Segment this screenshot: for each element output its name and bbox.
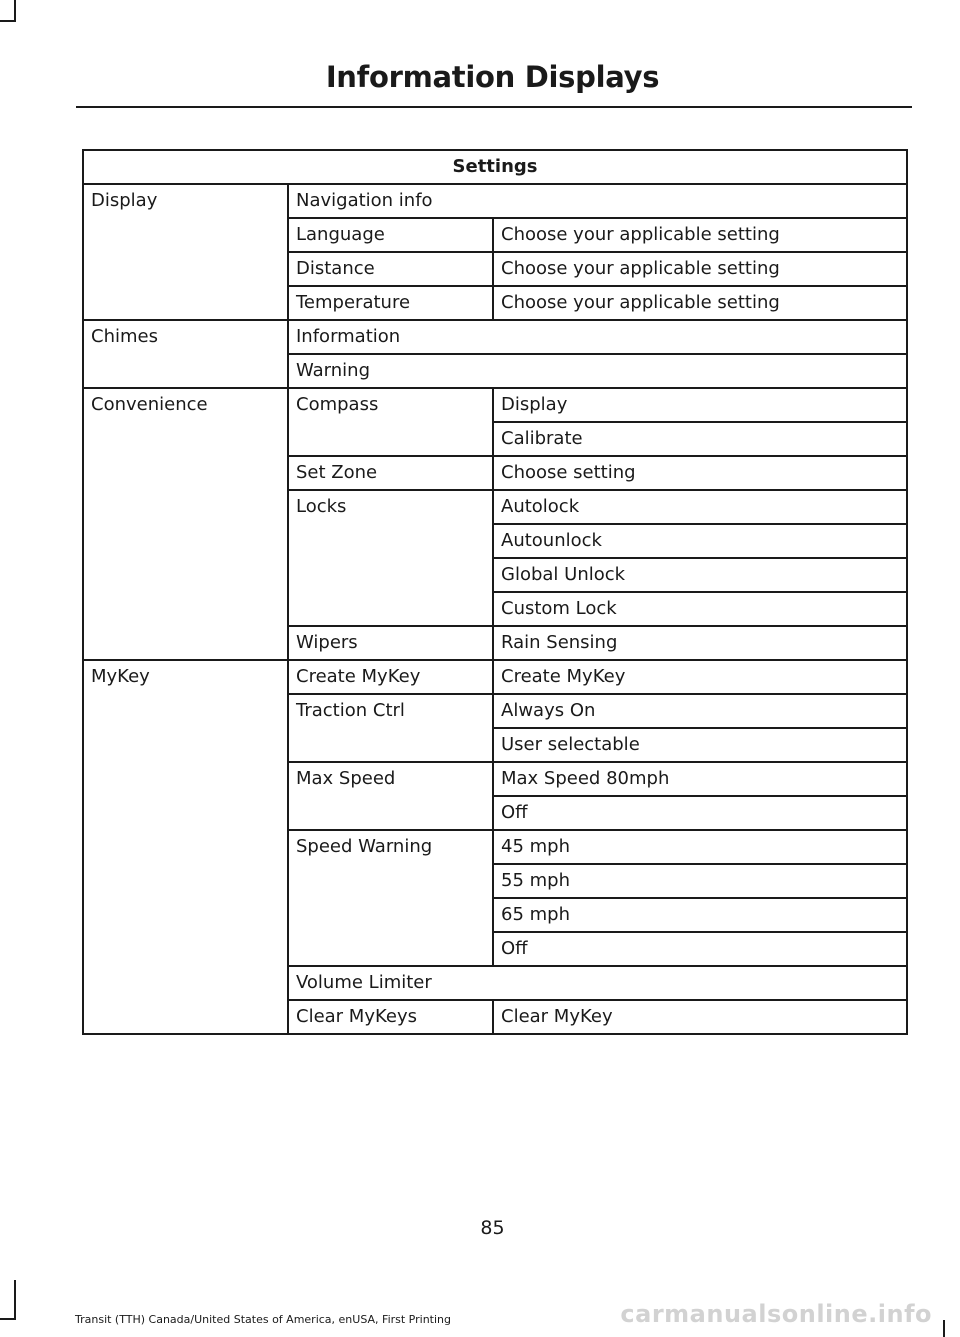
option-rain-sensing: Rain Sensing (493, 626, 907, 660)
option-max-speed-off: Off (493, 796, 907, 830)
option-create-mykey: Create MyKey (493, 660, 907, 694)
option-45-mph: 45 mph (493, 830, 907, 864)
crop-mark (14, 1280, 16, 1320)
option-custom-lock: Custom Lock (493, 592, 907, 626)
setting-volume-limiter: Volume Limiter (288, 966, 907, 1000)
setting-language: Language (288, 218, 493, 252)
option-autolock: Autolock (493, 490, 907, 524)
title-divider (76, 106, 912, 108)
setting-speed-warning: Speed Warning (288, 830, 493, 966)
settings-table (82, 149, 908, 1035)
option-always-on: Always On (493, 694, 907, 728)
setting-temperature: Temperature (288, 286, 493, 320)
footer-text: Transit (TTH) Canada/United States of America, enUSA, First Printing (75, 1313, 451, 1326)
crop-mark (0, 20, 16, 22)
crop-mark (943, 1320, 945, 1337)
setting-compass: Compass (288, 388, 493, 456)
option-55-mph: 55 mph (493, 864, 907, 898)
setting-traction-ctrl: Traction Ctrl (288, 694, 493, 762)
group-chimes: Chimes (83, 320, 288, 388)
table-row (83, 184, 907, 218)
option-set-zone: Choose setting (493, 456, 907, 490)
page-title: Information Displays (325, 60, 660, 94)
setting-navigation-info: Navigation info (288, 184, 907, 218)
option-language: Choose your applicable setting (493, 218, 907, 252)
option-65-mph: 65 mph (493, 898, 907, 932)
table-row (83, 388, 907, 422)
option-user-selectable: User selectable (493, 728, 907, 762)
crop-mark (14, 0, 16, 22)
crop-mark (0, 1318, 16, 1320)
option-global-unlock: Global Unlock (493, 558, 907, 592)
table-row (83, 320, 907, 354)
setting-locks: Locks (288, 490, 493, 626)
option-clear-mykey: Clear MyKey (493, 1000, 907, 1034)
option-distance: Choose your applicable setting (493, 252, 907, 286)
setting-warning: Warning (288, 354, 907, 388)
setting-create-mykey: Create MyKey (288, 660, 493, 694)
group-display: Display (83, 184, 288, 320)
option-compass-display: Display (493, 388, 907, 422)
option-temperature: Choose your applicable setting (493, 286, 907, 320)
option-autounlock: Autounlock (493, 524, 907, 558)
setting-information: Information (288, 320, 907, 354)
table-title: Settings (83, 150, 907, 184)
table-row (83, 660, 907, 694)
watermark: carmanualsonline.info (620, 1300, 932, 1328)
group-convenience: Convenience (83, 388, 288, 660)
option-speed-warning-off: Off (493, 932, 907, 966)
setting-set-zone: Set Zone (288, 456, 493, 490)
table-row (83, 150, 907, 184)
option-compass-calibrate: Calibrate (493, 422, 907, 456)
group-mykey: MyKey (83, 660, 288, 1034)
option-max-speed-80: Max Speed 80mph (493, 762, 907, 796)
setting-wipers: Wipers (288, 626, 493, 660)
setting-max-speed: Max Speed (288, 762, 493, 830)
setting-distance: Distance (288, 252, 493, 286)
page-number: 85 (480, 1217, 505, 1239)
setting-clear-mykeys: Clear MyKeys (288, 1000, 493, 1034)
